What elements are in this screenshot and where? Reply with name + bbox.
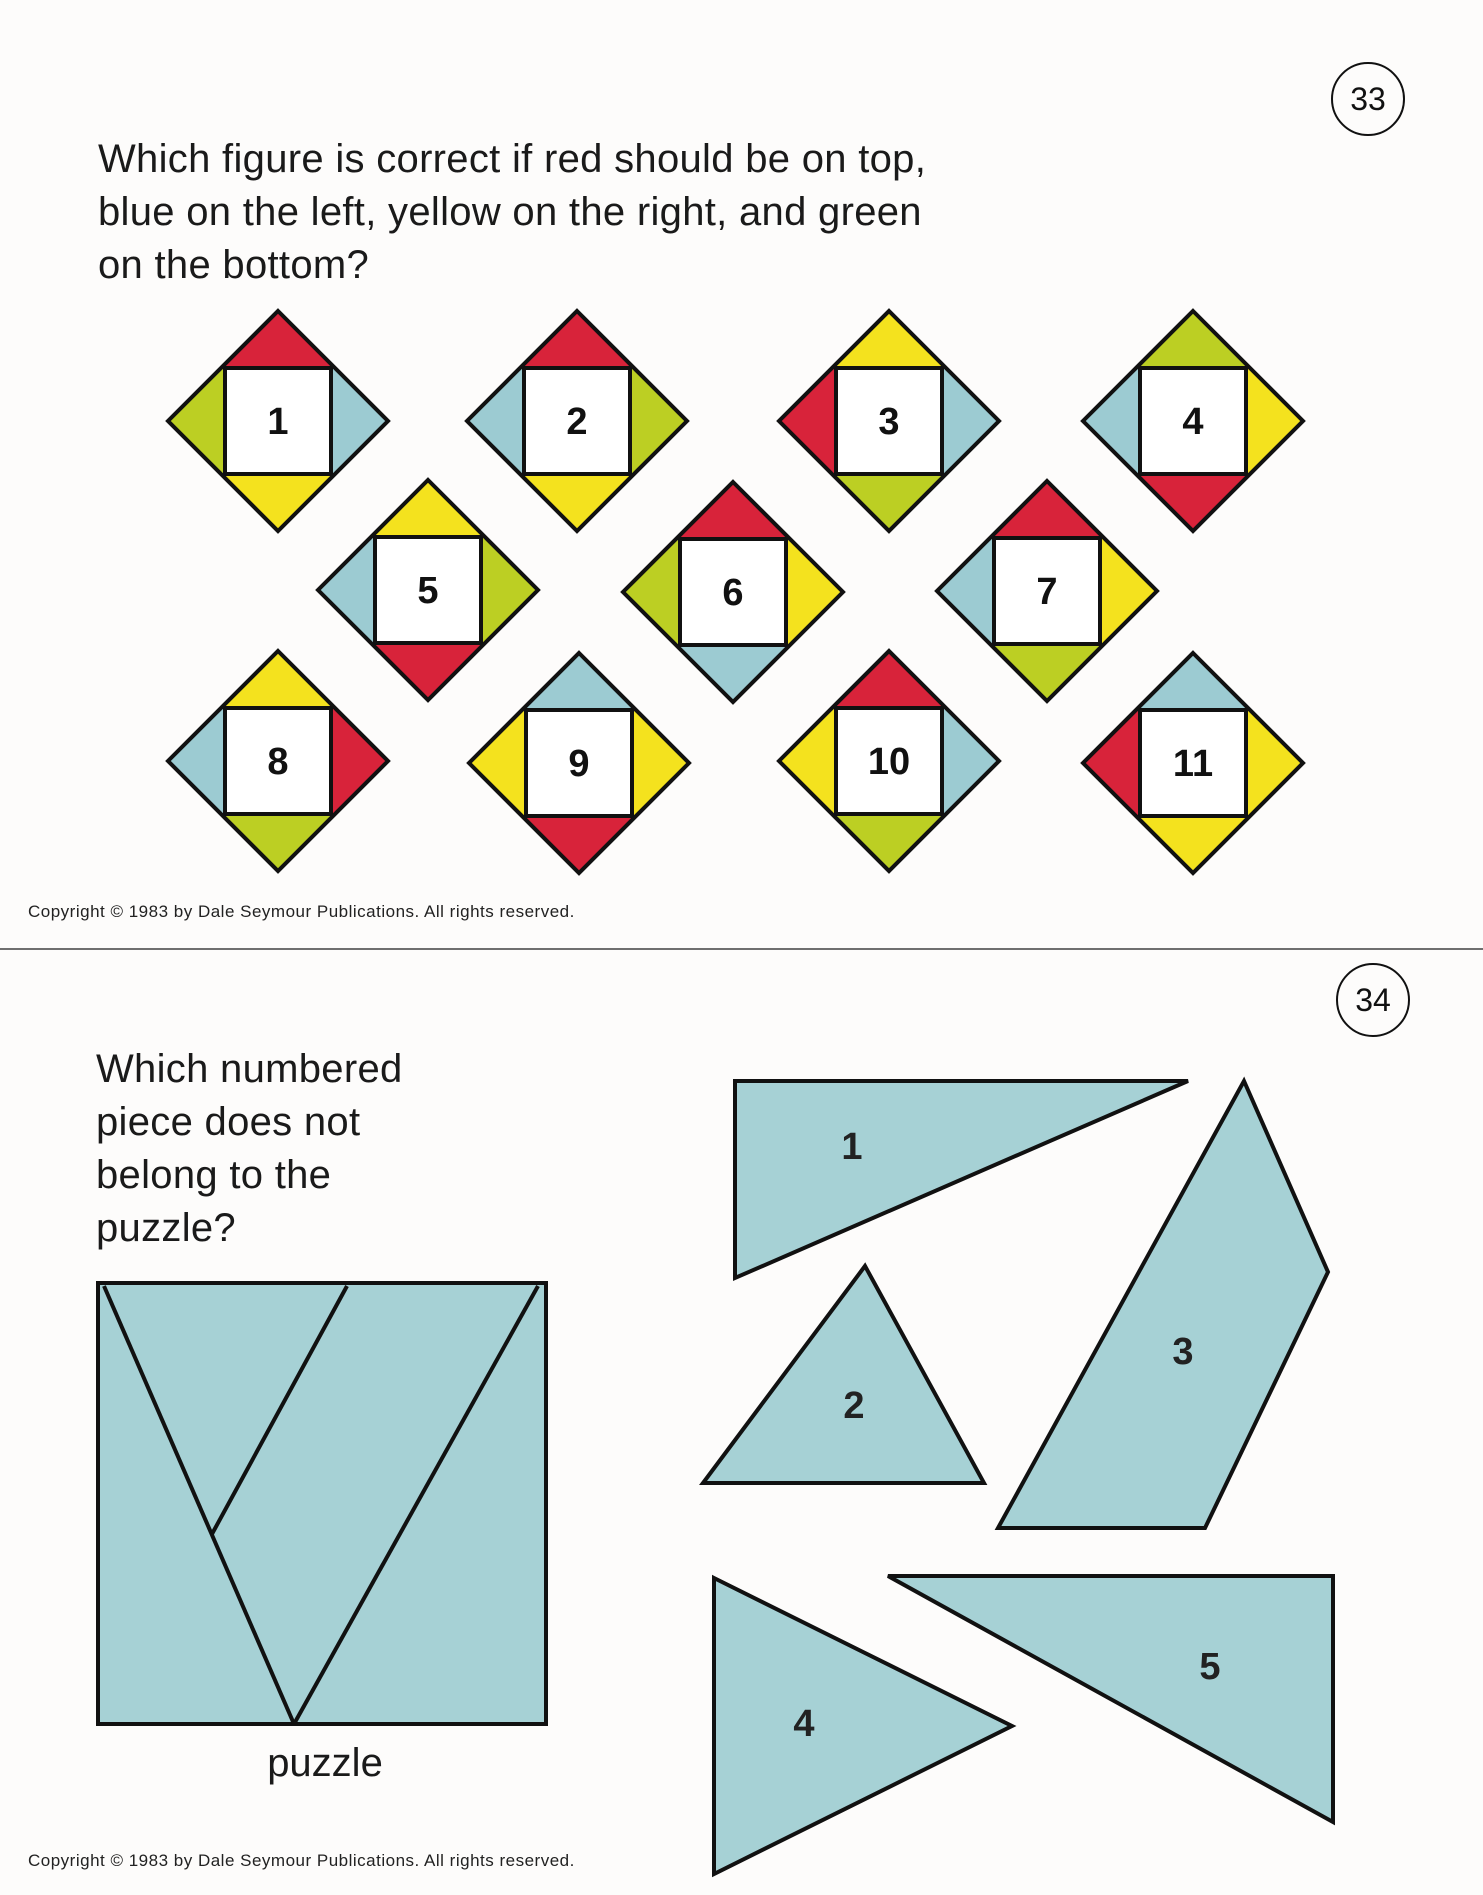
figure-7[interactable] [937,481,1157,701]
puzzle-pieces-diagram [0,950,1483,1895]
triangle-right [634,708,689,818]
triangle-left [779,706,834,816]
question-line: blue on the left, yellow on the right, and green [98,190,922,234]
triangle-left [168,706,223,816]
triangle-left [168,366,223,476]
triangle-left [779,366,834,476]
triangle-right [333,366,388,476]
figure-9[interactable] [469,653,689,873]
figure-label: 9 [568,743,590,785]
piece-label: 4 [793,1703,815,1745]
figure-5[interactable] [318,480,538,700]
triangle-left [318,535,373,645]
question-line: puzzle? [96,1206,236,1250]
triangle-top [678,482,788,537]
piece-shape [735,1081,1188,1278]
figure-1[interactable] [168,311,388,531]
triangle-left [1083,366,1138,476]
triangle-right [333,706,388,816]
card-number: 34 [1355,981,1391,1018]
piece-label: 1 [841,1126,863,1168]
triangle-bottom [223,816,333,871]
triangle-top [522,311,632,366]
triangle-top [992,481,1102,536]
question-line: Which numbered [96,1047,403,1091]
triangle-top [834,651,944,706]
figure-label: 2 [566,401,588,443]
triangle-top [834,311,944,366]
triangle-top [1138,311,1248,366]
triangle-bottom [1138,818,1248,873]
triangle-left [937,536,992,646]
figure-label: 1 [267,401,289,443]
piece-shape [714,1578,1012,1874]
question-line: on the bottom? [98,243,370,287]
triangle-bottom [834,476,944,531]
figure-10[interactable] [779,651,999,871]
triangle-right [788,537,843,647]
figure-2[interactable] [467,311,687,531]
triangle-right [1248,708,1303,818]
card-34 [0,950,1483,1895]
question-line: piece does not [96,1100,361,1144]
triangle-bottom [678,647,788,702]
figure-label: 7 [1036,571,1058,613]
figure-label: 6 [722,572,744,614]
triangle-left [469,708,524,818]
triangle-right [944,366,999,476]
triangle-right [632,366,687,476]
piece-shape [703,1266,984,1483]
figure-6[interactable] [623,482,843,702]
piece-4 [714,1578,1012,1874]
triangle-bottom [373,645,483,700]
figure-label: 3 [878,401,900,443]
figure-3[interactable] [779,311,999,531]
triangle-left [467,366,522,476]
figure-label: 10 [867,741,911,783]
copyright-text: Copyright © 1983 by Dale Seymour Publications. All rights reserved. [28,902,575,921]
triangle-right [944,706,999,816]
triangle-left [623,537,678,647]
piece-2 [703,1266,984,1483]
figure-4[interactable] [1083,311,1303,531]
puzzle-square [98,1283,546,1785]
triangle-bottom [834,816,944,871]
piece-1 [735,1081,1188,1278]
piece-label: 5 [1199,1646,1221,1688]
triangle-bottom [1138,476,1248,531]
figure-label: 4 [1182,401,1204,443]
triangle-top [1138,653,1248,708]
triangle-right [1248,366,1303,476]
triangle-bottom [524,818,634,873]
figure-11[interactable] [1083,653,1303,873]
triangle-top [223,651,333,706]
puzzle-caption: puzzle [267,1741,383,1785]
triangle-top [524,653,634,708]
puzzle-outline [98,1283,546,1724]
triangle-bottom [223,476,333,531]
triangle-top [373,480,483,535]
triangle-bottom [522,476,632,531]
figure-label: 8 [267,741,289,783]
triangle-right [1102,536,1157,646]
card-number: 33 [1350,80,1386,117]
copyright-text: Copyright © 1983 by Dale Seymour Publications. All rights reserved. [28,1851,575,1870]
triangle-top [223,311,333,366]
question-line: belong to the [96,1153,332,1197]
triangle-right [483,535,538,645]
figure-8[interactable] [168,651,388,871]
piece-3 [998,1081,1328,1528]
triangle-bottom [992,646,1102,701]
triangle-left [1083,708,1138,818]
figure-label: 5 [417,570,439,612]
piece-label: 2 [843,1385,865,1427]
figure-label: 11 [1172,743,1214,785]
question-line: Which figure is correct if red should be on top, [98,137,927,181]
piece-label: 3 [1172,1331,1194,1373]
piece-shape [998,1081,1328,1528]
